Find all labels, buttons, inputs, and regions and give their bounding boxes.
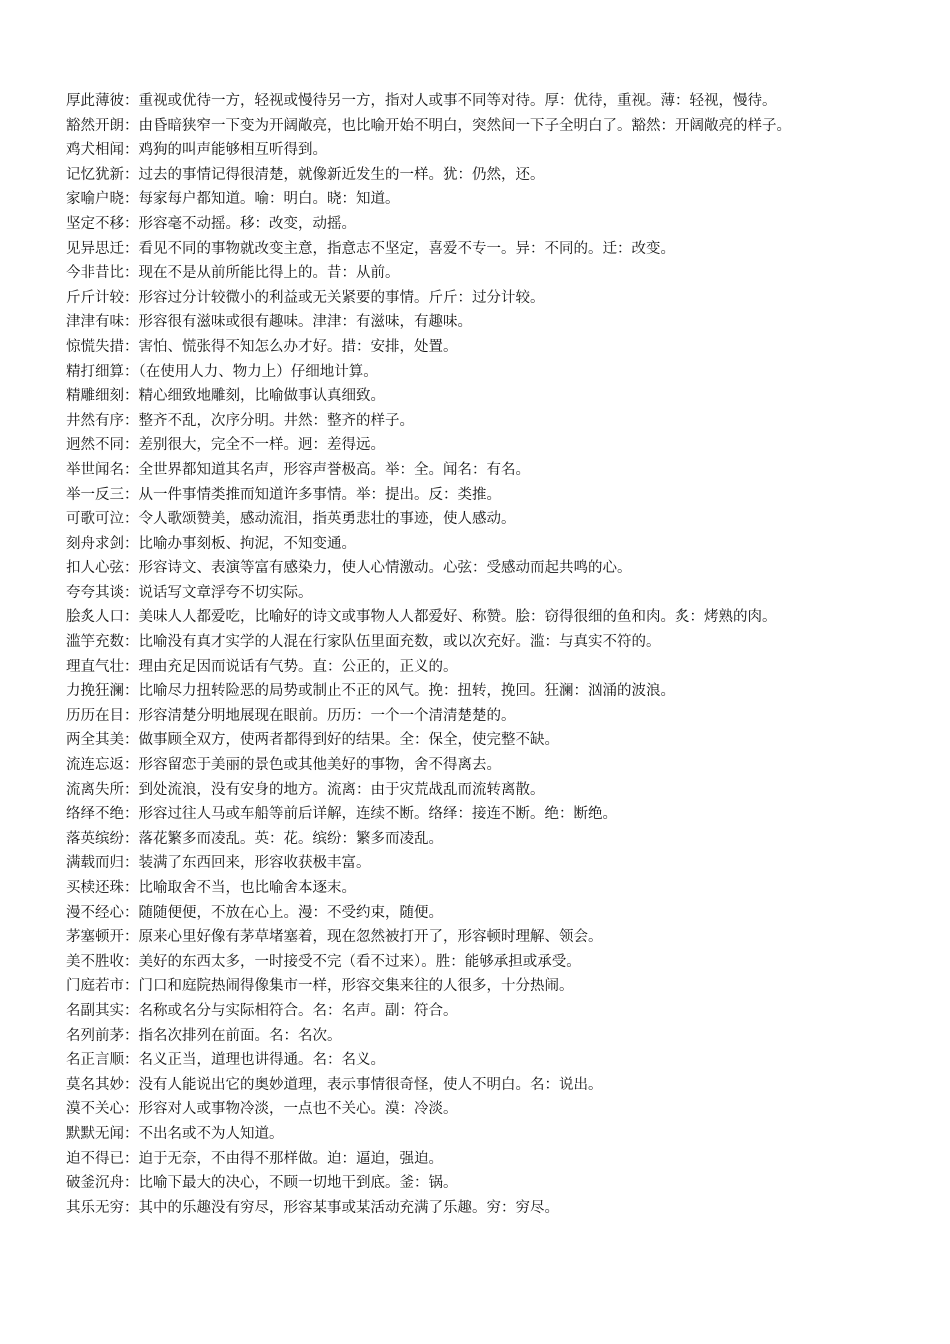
idiom-entry: 扣人心弦：形容诗文、表演等富有感染力，使人心情激动。心弦：受感动而起共鸣的心。	[66, 560, 632, 577]
idiom-entry: 买椟还珠：比喻取舍不当，也比喻舍本逐末。	[66, 880, 356, 896]
idiom-entry: 力挽狂澜：比喻尽力扭转险恶的局势或制止不正的风气。挽：扭转，挽回。狂澜：汹涌的波浪。	[66, 683, 675, 700]
idiom-entry: 今非昔比：现在不是从前所能比得上的。昔：从前。	[66, 265, 400, 282]
idiom-entry: 漫不经心：随随便便，不放在心上。漫：不受约束，随便。	[66, 904, 443, 921]
idiom-entry: 莫名其妙：没有人能说出它的奥妙道理，表示事情很奇怪，使人不明白。名：说出。	[66, 1076, 603, 1093]
idiom-entry: 两全其美：做事顾全双方，使两者都得到好的结果。全：保全，使完整不缺。	[66, 732, 559, 749]
idiom-entry: 流离失所：到处流浪，没有安身的地方。流离：由于灾荒战乱而流转离散。	[66, 781, 545, 798]
idiom-entry: 见异思迁：看见不同的事物就改变主意，指意志不坚定，喜爱不专一。异：不同的。迁：改变。	[66, 240, 675, 257]
idiom-entry: 滥竽充数：比喻没有真才实学的人混在行家队伍里面充数，或以次充好。滥：与真实不符的。	[66, 634, 661, 651]
idiom-entry: 惊慌失措：害怕、慌张得不知怎么办才好。措：安排，处置。	[66, 338, 458, 355]
idiom-entry: 破釜沉舟：比喻下最大的决心，不顾一切地干到底。釜：锅。	[66, 1175, 458, 1192]
idiom-entry: 豁然开朗：由昏暗狭窄一下变为开阔敞亮，也比喻开始不明白，突然间一下子全明白了。豁然：开阔敞亮的样子。	[66, 117, 791, 134]
idiom-entry: 名副其实：名称或名分与实际相符合。名：名声。副：符合。	[66, 1002, 458, 1019]
idiom-entry: 坚定不移：形容毫不动摇。移：改变，动摇。	[66, 215, 356, 232]
idiom-entry: 厚此薄彼：重视或优待一方，轻视或慢待另一方，指对人或事不同等对待。厚：优待，重视。薄：轻视，慢待。	[66, 93, 777, 109]
idiom-entry: 记忆犹新：过去的事情记得很清楚，就像新近发生的一样。犹：仍然，还。	[66, 166, 545, 183]
idiom-entry: 鸡犬相闻：鸡狗的叫声能够相互听得到。	[66, 142, 327, 159]
idiom-entry: 举世闻名：全世界都知道其名声，形容声誉极高。举：全。闻名：有名。	[66, 461, 530, 478]
idiom-entry: 津津有味：形容很有滋味或很有趣味。津津：有滋味，有趣味。	[66, 314, 472, 331]
idiom-entry: 门庭若市：门口和庭院热闹得像集市一样，形容交集来往的人很多，十分热闹。	[66, 978, 574, 995]
idiom-entry: 其乐无穷：其中的乐趣没有穷尽，形容某事或某活动充满了乐趣。穷：穷尽。	[66, 1199, 559, 1216]
idiom-entry: 美不胜收：美好的东西太多，一时接受不完（看不过来）。胜：能够承担或承受。	[66, 953, 581, 970]
idiom-entry: 茅塞顿开：原来心里好像有茅草堵塞着，现在忽然被打开了，形容顿时理解、领会。	[66, 929, 603, 946]
idiom-entry: 斤斤计较：形容过分计较微小的利益或无关紧要的事情。斤斤：过分计较。	[66, 289, 545, 306]
idiom-entry: 精打细算：（在使用人力、物力上）仔细地计算。	[66, 363, 378, 380]
idiom-entry: 精雕细刻：精心细致地雕刻，比喻做事认真细致。	[66, 388, 385, 405]
idiom-entry: 名正言顺：名义正当，道理也讲得通。名：名义。	[66, 1052, 385, 1069]
idiom-entry: 漠不关心：形容对人或事物冷淡，一点也不关心。漠：冷淡。	[66, 1101, 458, 1118]
idiom-entry: 刻舟求剑：比喻办事刻板、拘泥，不知变通。	[66, 535, 356, 552]
idiom-entry: 井然有序：整齐不乱，次序分明。井然：整齐的样子。	[66, 412, 414, 429]
idiom-entry: 举一反三：从一件事情类推而知道许多事情。举：提出。反：类推。	[66, 486, 501, 503]
idiom-entry: 脍炙人口：美味人人都爱吃，比喻好的诗文或事物人人都爱好、称赞。脍：窃得很细的鱼和肉。炙：烤熟的肉。	[66, 609, 777, 626]
idiom-entry: 名列前茅：指名次排列在前面。名：名次。	[66, 1027, 342, 1044]
idiom-entry: 迥然不同：差别很大，完全不一样。迥：差得远。	[66, 437, 385, 454]
idiom-entry: 默默无闻：不出名或不为人知道。	[66, 1125, 284, 1142]
idiom-entry: 满载而归：装满了东西回来，形容收获极丰富。	[66, 855, 371, 872]
idiom-entry: 夸夸其谈：说话写文章浮夸不切实际。	[66, 584, 313, 601]
idiom-entry: 家喻户晓：每家每户都知道。喻：明白。晓：知道。	[66, 191, 400, 208]
idiom-entry: 历历在目：形容清楚分明地展现在眼前。历历：一个一个清清楚楚的。	[66, 707, 516, 724]
idiom-entry: 理直气壮：理由充足因而说话有气势。直：公正的，正义的。	[66, 658, 458, 675]
idiom-entry: 可歌可泣：令人歌颂赞美，感动流泪，指英勇悲壮的事迹，使人感动。	[66, 511, 516, 528]
idiom-entry: 落英缤纷：落花繁多而凌乱。英：花。缤纷：繁多而凌乱。	[66, 830, 443, 847]
idiom-entry: 迫不得已：迫于无奈，不由得不那样做。迫：逼迫，强迫。	[66, 1150, 443, 1167]
idiom-entry: 络绎不绝：形容过往人马或车船等前后详解，连续不断。络绎：接连不断。绝：断绝。	[66, 806, 617, 823]
idiom-entry: 流连忘返：形容留恋于美丽的景色或其他美好的事物，舍不得离去。	[66, 757, 501, 774]
idiom-document	[66, 89, 946, 1220]
